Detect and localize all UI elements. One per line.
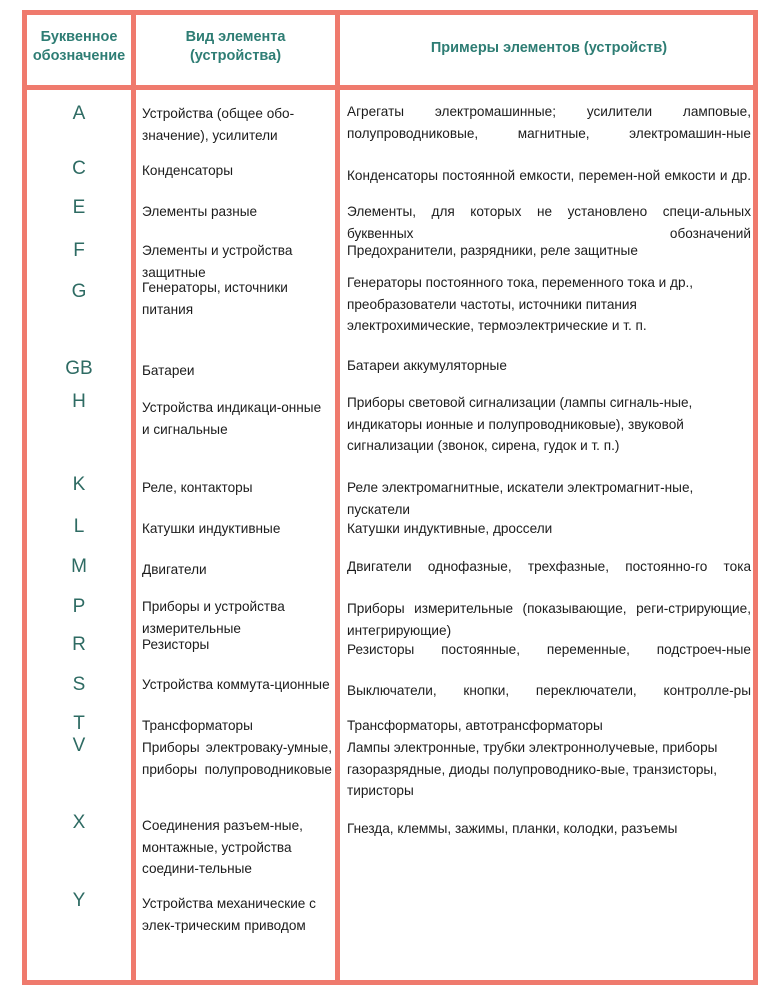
row-kind-x: Соединения разъем-ные, монтажные, устройства соедини-тельные <box>142 818 303 876</box>
row-letter-p: P <box>72 596 86 617</box>
row-examples-m: Двигатели однофазные, трехфазные, постоянно-го тока <box>347 559 751 574</box>
row-kind-h: Устройства индикаци-онные и сигнальные <box>142 400 322 437</box>
row-examples-gb: Батареи аккумуляторные <box>347 358 507 373</box>
column-header-examples: Примеры элементов (устройств) <box>430 40 668 56</box>
row-kind-s: Устройства коммута-ционные <box>142 677 330 692</box>
row-kind-v: Приборы электроваку-умные, приборы полупроводниковые <box>142 740 332 777</box>
column-header-letter-designation-line1: Буквенное <box>40 29 118 45</box>
row-kind-y: Устройства механические с элек-трическим приводом <box>142 896 316 933</box>
row-kind-g: Генераторы, источники питания <box>142 280 288 317</box>
column-header-element-kind-line1: Вид элемента <box>185 29 286 45</box>
row-kind-c: Конденсаторы <box>142 163 234 178</box>
column-divider-2 <box>335 10 340 985</box>
row-kind-p: Приборы и устройства измерительные <box>142 599 285 636</box>
row-kind-l: Катушки индуктивные <box>142 521 281 536</box>
row-examples-x: Гнезда, клеммы, зажимы, планки, колодки, разъемы <box>347 821 678 836</box>
column-header-letter-designation-line2: обозначение <box>32 48 126 64</box>
row-kind-gb: Батареи <box>142 363 195 378</box>
row-letter-y: Y <box>72 890 86 911</box>
row-kind-k: Реле, контакторы <box>142 480 253 495</box>
row-examples-h: Приборы световой сигнализации (лампы сигналь-ные, индикаторы ионные и полупроводниковые), звуковой сигнализации (звонок, сирена, гудок и т. п.) <box>347 395 693 453</box>
row-letter-l: L <box>73 516 85 537</box>
column-header-letter-designation <box>27 28 131 66</box>
row-letter-v: V <box>72 735 86 756</box>
row-letter-gb: GB <box>65 358 93 379</box>
column-header-element-kind-line2: (устройства) <box>189 48 282 64</box>
row-letter-c: C <box>72 158 86 179</box>
row-examples-f: Предохранители, разрядники, реле защитные <box>347 243 638 258</box>
row-kind-m: Двигатели <box>142 562 207 577</box>
row-examples-k: Реле электромагнитные, искатели электромагнит-ные, пускатели <box>347 480 694 517</box>
row-examples-e: Элементы, для которых не установлено специ-альных буквенных обозначений <box>347 204 751 241</box>
row-examples-c: Конденсаторы постоянной емкости, перемен-ной емкости и др. <box>347 168 751 183</box>
row-kind-t: Трансформаторы <box>142 718 253 733</box>
row-examples-l: Катушки индуктивные, дроссели <box>347 521 553 536</box>
row-letter-r: R <box>72 634 86 655</box>
row-letter-x: X <box>72 812 86 833</box>
row-letter-g: G <box>71 281 87 302</box>
row-kind-f: Элементы и устройства защитные <box>142 243 293 280</box>
row-letter-s: S <box>72 674 86 695</box>
row-examples-t: Трансформаторы, автотрансформаторы <box>347 718 603 733</box>
row-kind-a: Устройства (общее обо-значение), усилители <box>142 106 295 143</box>
row-examples-r: Резисторы постоянные, переменные, подстроеч-ные <box>347 642 751 657</box>
row-letter-e: E <box>72 197 86 218</box>
row-letter-t: T <box>73 713 85 734</box>
row-examples-s: Выключатели, кнопки, переключатели, контролле-ры <box>347 683 751 698</box>
column-header-element-kind <box>141 28 330 66</box>
row-letter-f: F <box>73 240 85 261</box>
row-kind-r: Резисторы <box>142 637 210 652</box>
row-letter-m: M <box>71 556 87 577</box>
header-divider <box>22 85 758 90</box>
row-examples-p: Приборы измерительные (показывающие, реги-стрирующие, интегрирующие) <box>347 601 751 638</box>
row-kind-e: Элементы разные <box>142 204 258 219</box>
row-examples-a: Агрегаты электромашинные; усилители ламповые, полупроводниковые, магнитные, электромашин-ные <box>347 104 751 141</box>
row-examples-g: Генераторы постоянного тока, переменного тока и др., преобразователи частоты, источники питания электрохимические, термоэлектрические и т. п. <box>347 275 694 333</box>
row-letter-a: A <box>72 103 86 124</box>
row-letter-h: H <box>72 391 86 412</box>
row-examples-v: Лампы электронные, трубки электроннолучевые, приборы газоразрядные, диоды полупроводнико-вые, транзисторы, тиристоры <box>347 740 718 798</box>
row-letter-k: K <box>72 474 86 495</box>
column-divider-1 <box>131 10 136 985</box>
